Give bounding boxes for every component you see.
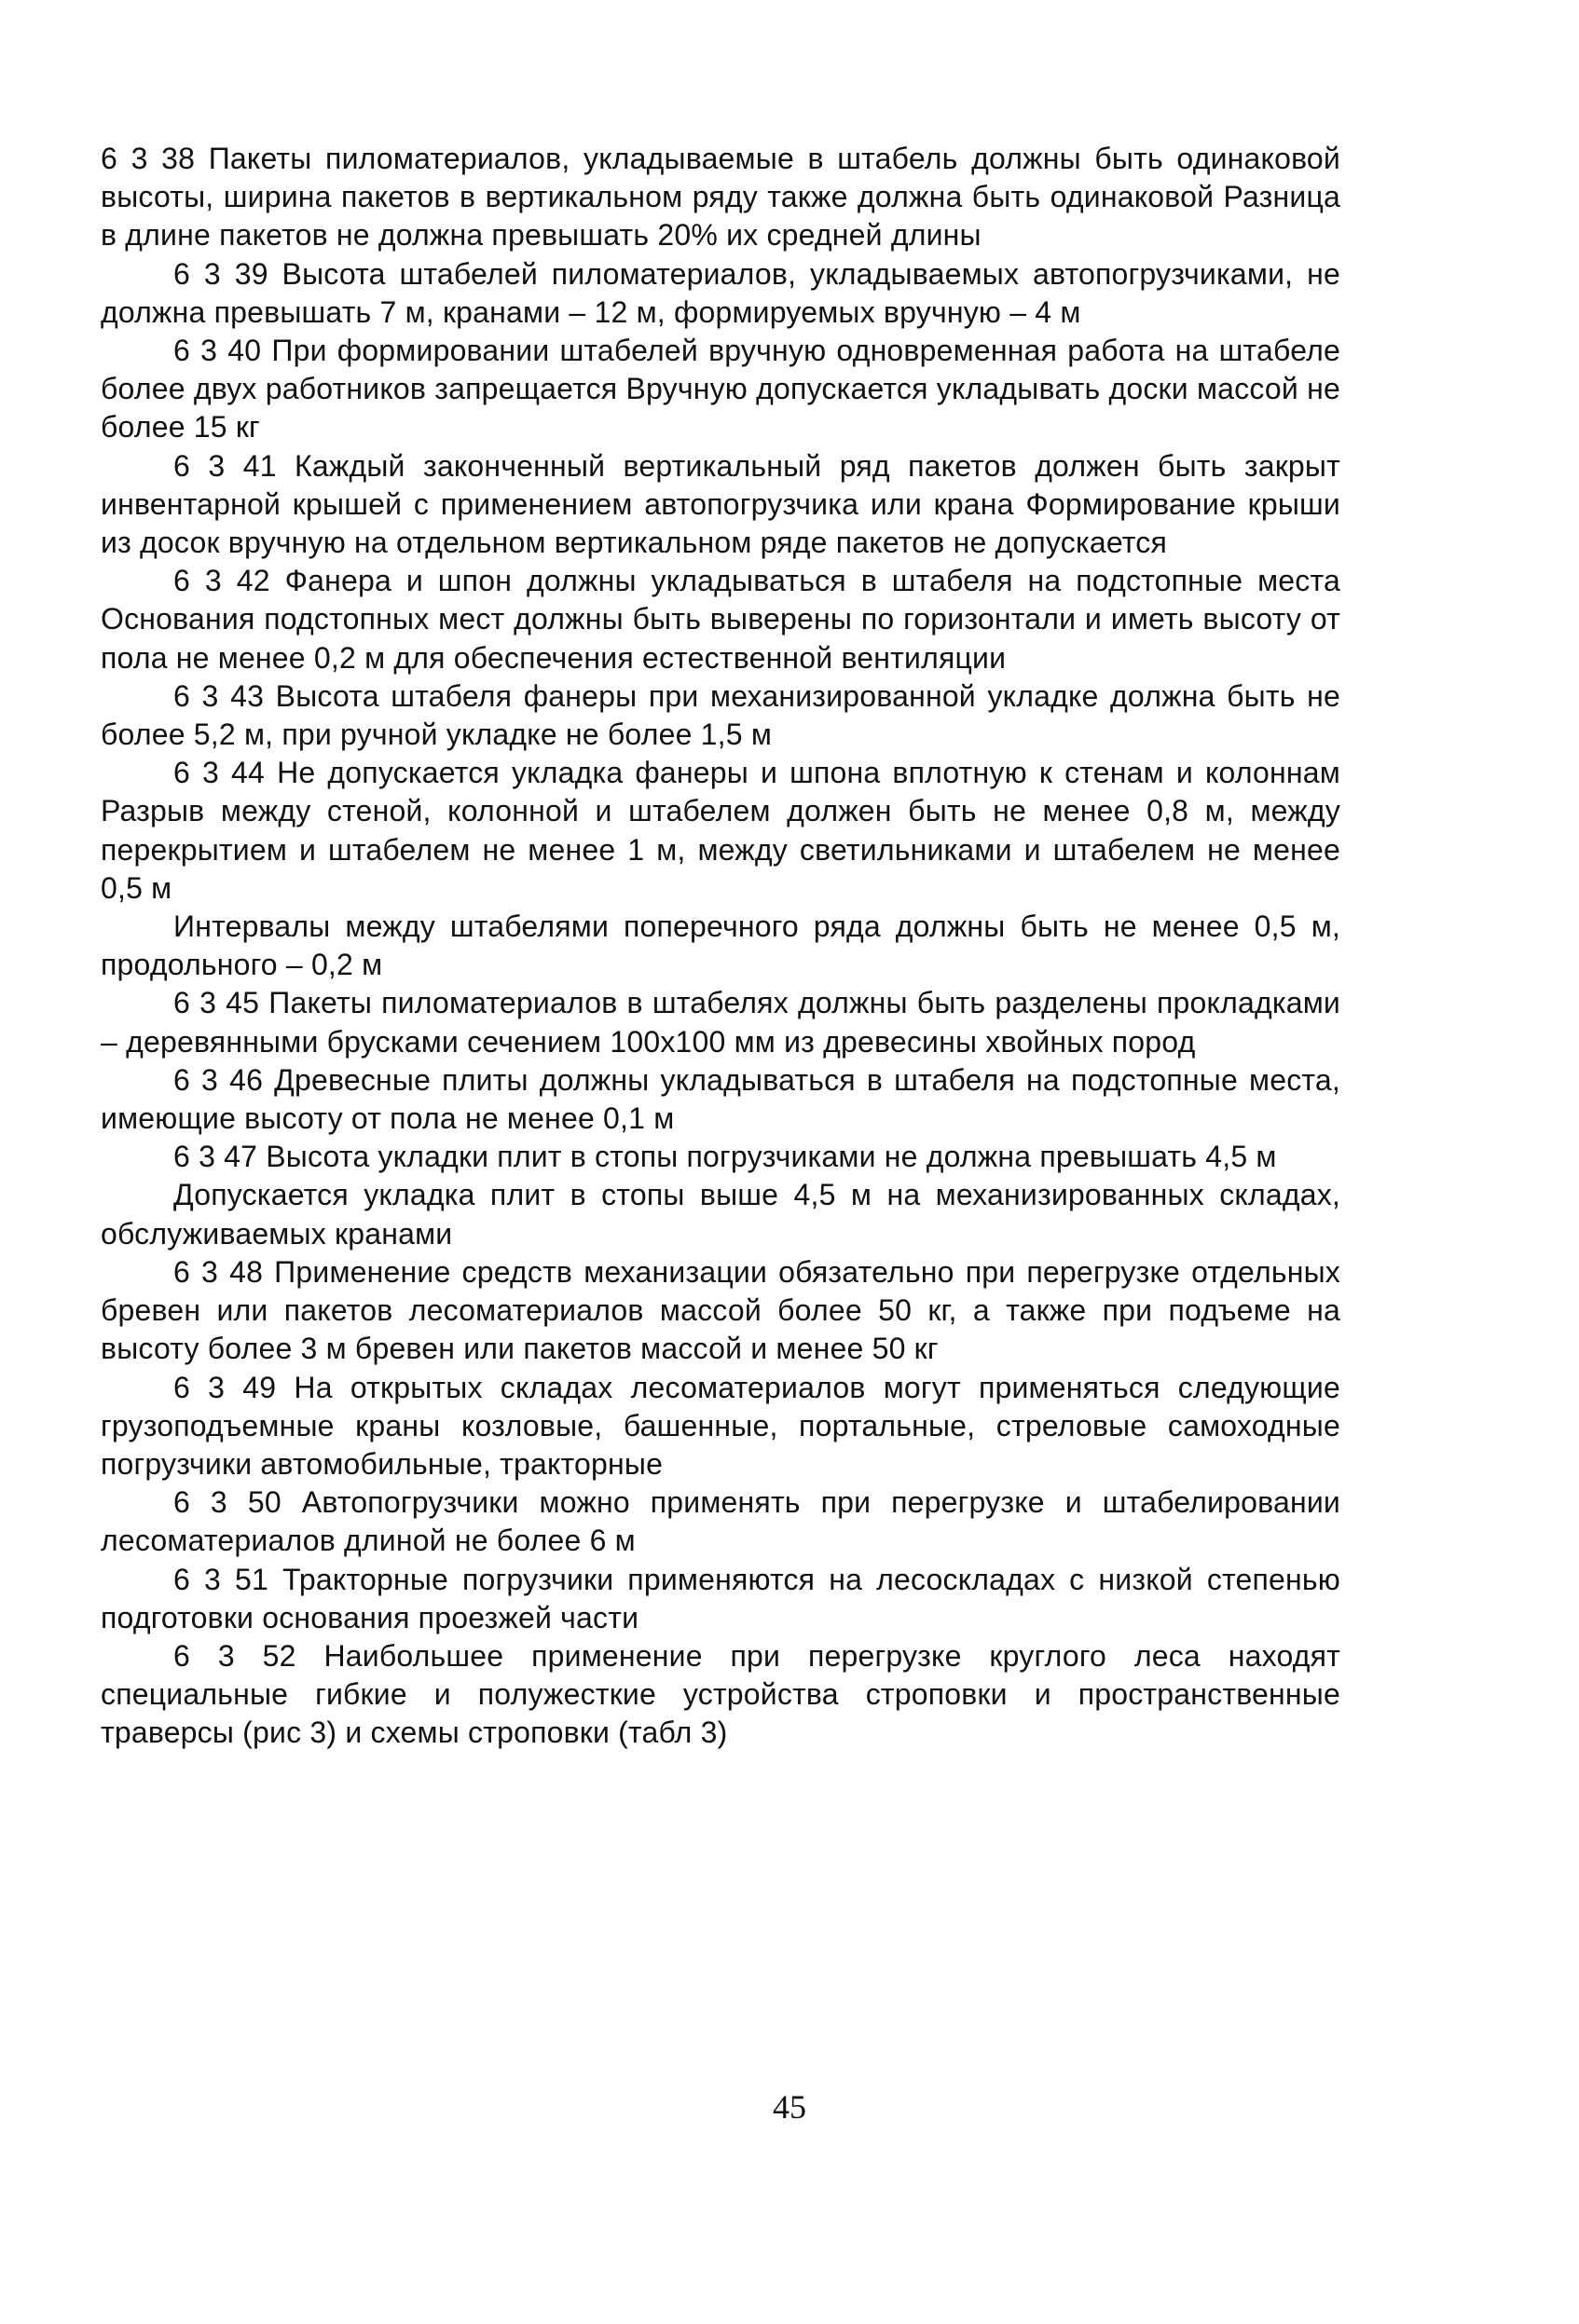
paragraph-6-3-40: 6 3 40 При формировании штабелей вручную одновременная работа на штабеле более двух работников запрещается Вручную допускается укладывать доски массой не более 15 кг	[101, 334, 1340, 444]
paragraph-6-3-39: 6 3 39 Высота штабелей пиломатериалов, укладываемых автопогрузчиками, не должна превышать 7 м, кранами – 12 м, формируемых вручную – 4 м	[101, 256, 1340, 329]
paragraph-allowed: Допускается укладка плит в стопы выше 4,5 м на механизированных складах, обслуживаемых кранами	[101, 1178, 1340, 1251]
paragraph-6-3-49: 6 3 49 На открытых складах лесоматериалов могут применяться следующие грузоподъемные краны козловые, башенные, портальные, стреловые самоходные погрузчики автомобильные, тракторные	[101, 1370, 1340, 1481]
paragraph-6-3-42: 6 3 42 Фанера и шпон должны укладываться в штабеля на подстопные места Основания подстопных мест должны быть выверены по горизонтали и иметь высоту от пола не менее 0,2 м для обеспечения естественной вентиляции	[101, 564, 1340, 675]
paragraph-6-3-43: 6 3 43 Высота штабеля фанеры при механизированной укладке должна быть не более 5,2 м, при ручной укладке не более 1,5 м	[101, 678, 1340, 752]
paragraph-6-3-41: 6 3 41 Каждый законченный вертикальный ряд пакетов должен быть закрыт инвентарной крышей с применением автопогрузчика или крана Формирование крыши из досок вручную на отдельном вертикальном ряде пакетов не допускается	[101, 448, 1340, 560]
paragraph-6-3-46: 6 3 46 Древесные плиты должны укладываться в штабеля на подстопные места, имеющие высоту от пола не менее 0,1 м	[101, 1062, 1340, 1136]
paragraph-6-3-45: 6 3 45 Пакеты пиломатериалов в штабелях должны быть разделены прокладками – деревянными брусками сечением 100х100 мм из древесины хвойных пород	[101, 986, 1340, 1059]
paragraph-6-3-44: 6 3 44 Не допускается укладка фанеры и шпона вплотную к стенам и колоннам Разрыв между стеной, колонной и штабелем должен быть не менее 0,8 м, между перекрытием и штабелем не менее 1 м, между светильниками и штабелем не менее 0,5 м	[101, 756, 1340, 905]
paragraph-6-3-51: 6 3 51 Тракторные погрузчики применяются на лесоскладах с низкой степенью подготовки основания проезжей части	[101, 1562, 1340, 1634]
paragraph-intervals: Интервалы между штабелями поперечного ряда должны быть не менее 0,5 м, продольного – 0,2 м	[101, 909, 1340, 982]
page-number: 45	[773, 2088, 806, 2126]
paragraph-6-3-47: 6 3 47 Высота укладки плит в стопы погрузчиками не должна превышать 4,5 м	[173, 1140, 1277, 1174]
paragraph-6-3-52: 6 3 52 Наибольшее применение при перегрузке круглого леса находят специальные гибкие и полужесткие устройства строповки и пространственные траверсы (рис 3) и схемы строповки (табл 3)	[101, 1638, 1340, 1750]
paragraph-6-3-50: 6 3 50 Автопогрузчики можно применять при перегрузке и штабелировании лесоматериалов длиной не более 6 м	[101, 1485, 1340, 1558]
paragraph-6-3-48: 6 3 48 Применение средств механизации обязательно при перегрузке отдельных бревен или пакетов лесоматериалов массой более 50 кг, а также при подъеме на высоту более 3 м бревен или пакетов массой и менее 50 кг	[101, 1254, 1340, 1366]
body-text	[101, 140, 1340, 1753]
paragraph-6-3-38: 6 3 38 Пакеты пиломатериалов, укладываемые в штабель должны быть одинаковой высоты, ширина пакетов в вертикальном ряду также должна быть одинаковой Разница в длине пакетов не должна превышать 20% их средней длины	[101, 142, 1340, 253]
